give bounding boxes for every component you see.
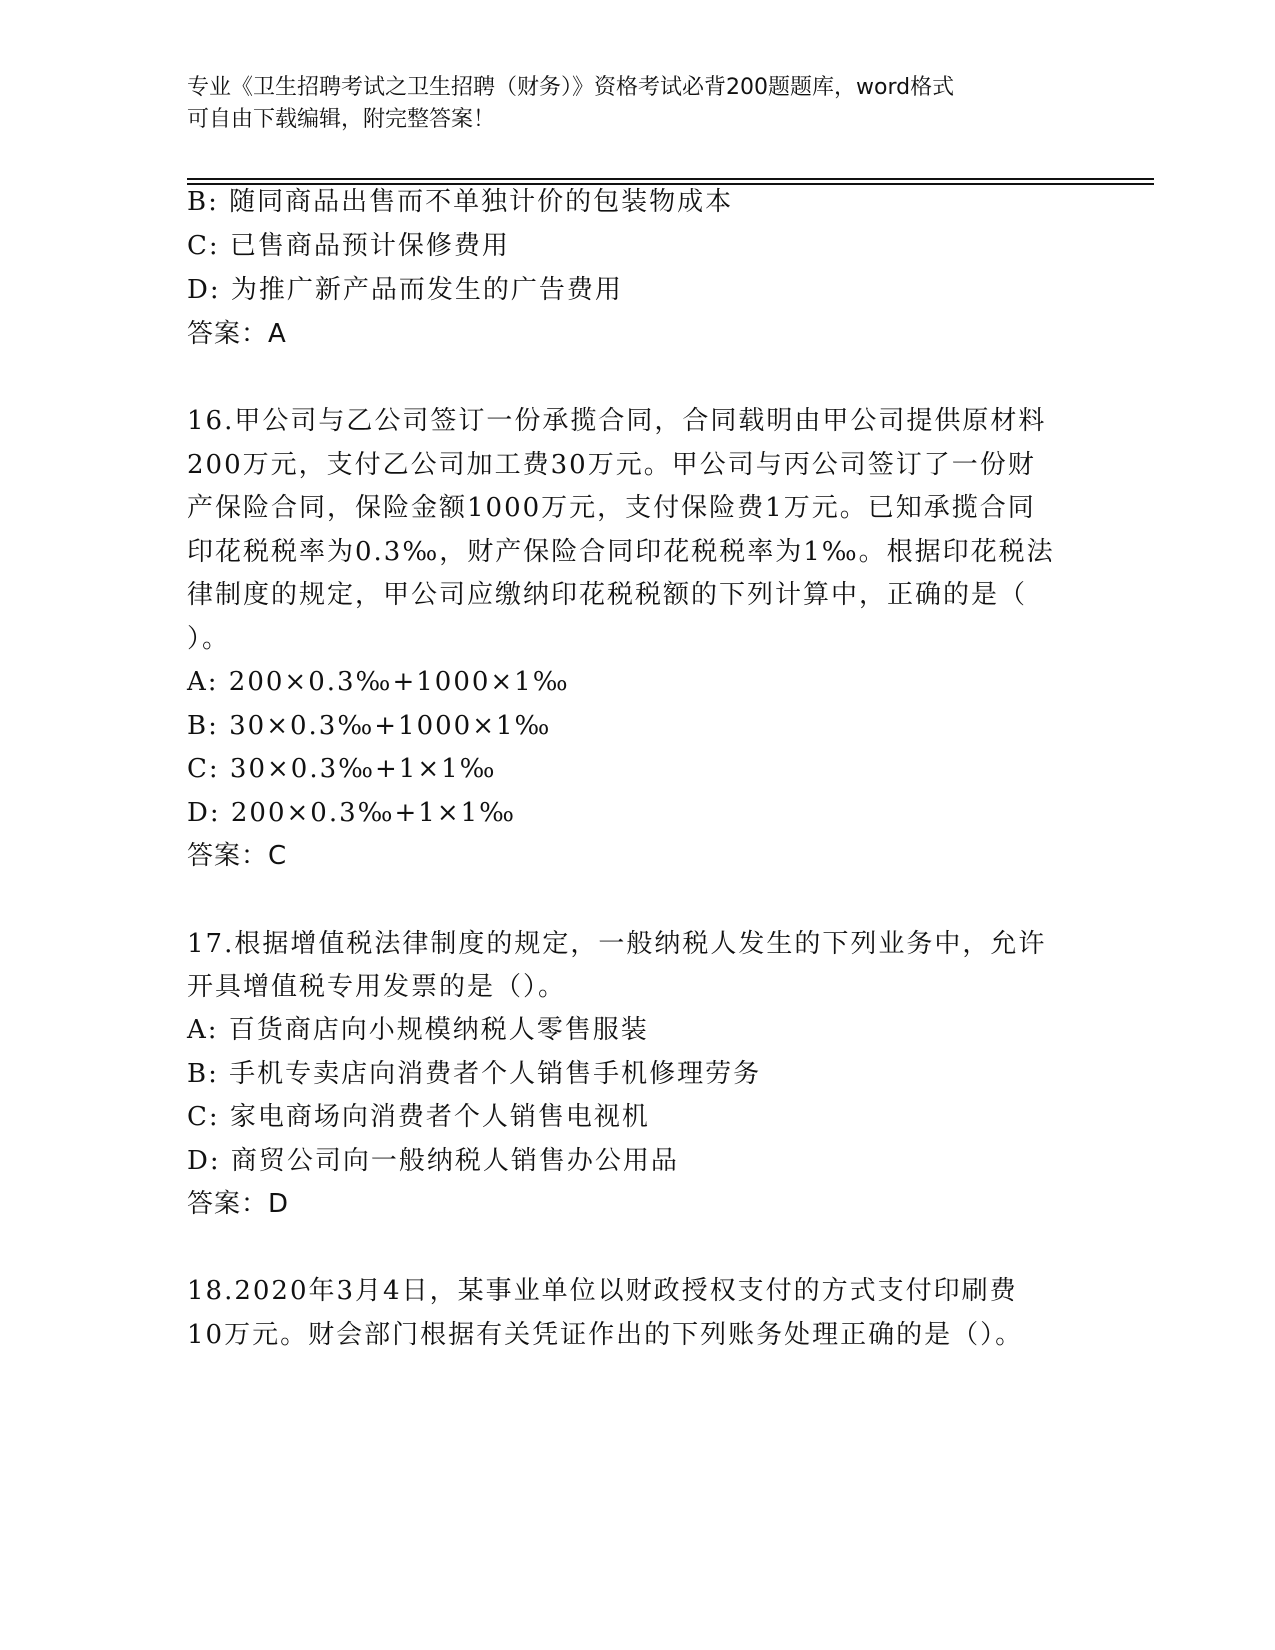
q17-stem-line-1: 17.根据增值税法律制度的规定，一般纳税人发生的下列业务中，允许 [187,929,1047,959]
q17-stem-line-2: 开具增值税专用发票的是（）。 [187,972,567,1002]
q16-stem-line-2: 200万元，支付乙公司加工费30万元。甲公司与丙公司签订了一份财 [187,450,1036,480]
q17-option-d: D: 商贸公司向一般纳税人销售办公用品 [187,1146,679,1176]
q15-option-b: B: 随同商品出售而不单独计价的包装物成本 [187,187,734,217]
q16-option-b: B: 30×0.3‰+1000×1‰ [187,711,552,741]
q16-stem-line-4: 印花税税率为0.3‰，财产保险合同印花税税率为1‰。根据印花税法 [187,537,1055,567]
q16-stem-line-3: 产保险合同，保险金额1000万元，支付保险费1万元。已知承揽合同 [187,493,1036,523]
q15-option-d: D: 为推广新产品而发生的广告费用 [187,275,623,305]
q16-stem-line-1: 16.甲公司与乙公司签订一份承揽合同，合同载明由甲公司提供原材料 [187,406,1047,436]
header-title-line-2: 可自由下载编辑，附完整答案！ [187,107,496,132]
header-divider-top [187,178,1154,180]
q17-option-b: B: 手机专卖店向消费者个人销售手机修理劳务 [187,1059,762,1089]
q15-answer: 答案：A [187,319,287,349]
q16-option-c: C: 30×0.3‰+1×1‰ [187,754,497,784]
q18-stem-line-2: 10万元。财会部门根据有关凭证作出的下列账务处理正确的是（）。 [187,1320,1024,1350]
q17-answer: 答案：D [187,1189,290,1219]
q17-option-a: A: 百货商店向小规模纳税人零售服装 [187,1015,649,1045]
q16-option-d: D: 200×0.3‰+1×1‰ [187,798,517,828]
q16-stem-line-6: ）。 [187,624,231,654]
document-header [187,72,1067,136]
q17-option-c: C: 家电商场向消费者个人销售电视机 [187,1102,650,1132]
q16-stem-line-5: 律制度的规定，甲公司应缴纳印花税税额的下列计算中，正确的是（ [187,580,1028,610]
header-title-line-1: 专业《卫生招聘考试之卫生招聘（财务）》资格考试必背200题题库，word格式 [187,75,955,100]
q16-option-a: A: 200×0.3‰+1000×1‰ [187,667,570,697]
q15-option-c: C: 已售商品预计保修费用 [187,231,510,261]
header-divider-bottom [187,183,1154,185]
q16-answer: 答案：C [187,841,288,871]
q18-stem-line-1: 18.2020年3月4日，某事业单位以财政授权支付的方式支付印刷费 [187,1276,1018,1306]
